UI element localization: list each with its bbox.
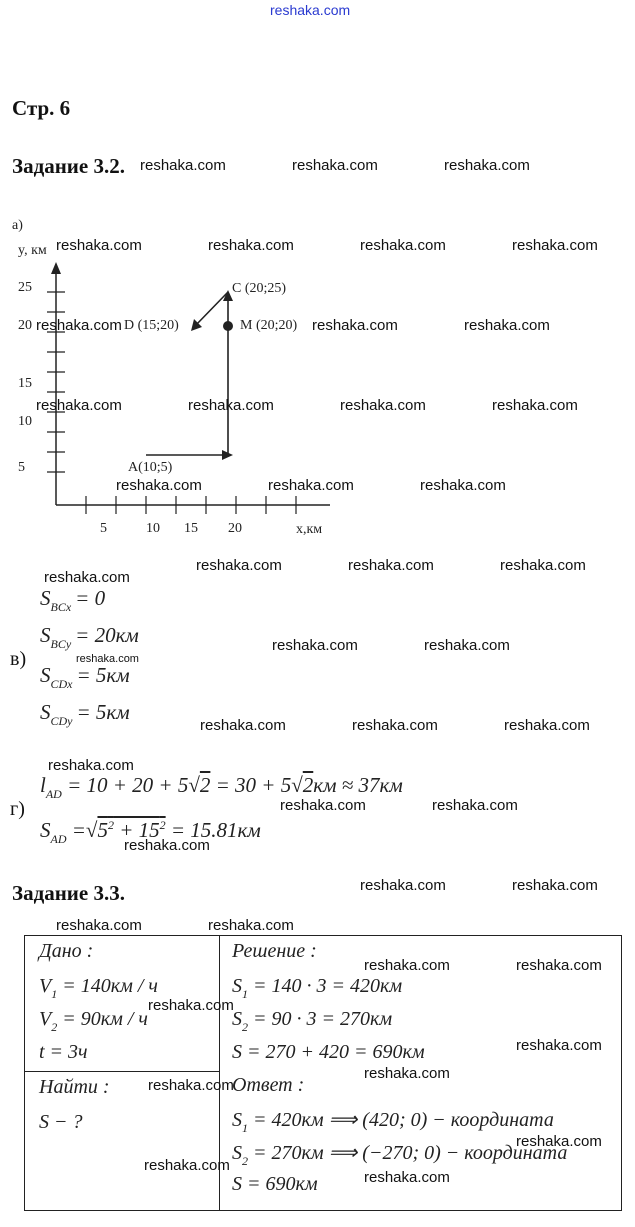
watermark: reshaka.com bbox=[424, 637, 510, 654]
given-t: t = 3ч bbox=[39, 1041, 88, 1063]
y-tick-label-25: 25 bbox=[18, 280, 32, 295]
given-v2: $V_2 = 90км / ч$ bbox=[39, 1008, 148, 1034]
watermark: reshaka.com bbox=[116, 477, 202, 494]
watermark: reshaka.com bbox=[312, 317, 398, 334]
answer-s2: $S_2 = 270км$ ⟹ (−270; 0) − координата bbox=[232, 1142, 568, 1168]
site-watermark-top[interactable]: reshaka.com bbox=[270, 2, 351, 18]
watermark: reshaka.com bbox=[196, 557, 282, 574]
solution-s1: $S_1 = 140 \cdot 3 = 420км$ bbox=[232, 975, 403, 1001]
segment-cd bbox=[195, 292, 228, 326]
x-tick-label-5: 5 bbox=[100, 521, 107, 536]
point-m-label: M (20;20) bbox=[240, 318, 298, 333]
watermark: reshaka.com bbox=[48, 757, 134, 774]
answer-label: Ответ : bbox=[232, 1074, 305, 1096]
solution-s2: $S_2 = 90 \cdot 3 = 270км$ bbox=[232, 1008, 393, 1034]
x-tick-label-20: 20 bbox=[228, 521, 242, 536]
formula-l-ad: $l_{AD} = 10 + 20 + 5√2 = 30 + 5√2км \approx 37км$ bbox=[40, 773, 403, 801]
part-g-label: г) bbox=[10, 798, 25, 820]
watermark: reshaka.com bbox=[444, 157, 530, 174]
watermark: reshaka.com bbox=[500, 557, 586, 574]
watermark: reshaka.com bbox=[360, 237, 446, 254]
y-tick-label-20: 20 bbox=[18, 318, 32, 333]
find-value: S − ? bbox=[39, 1111, 83, 1133]
given-label: Дано : bbox=[39, 940, 94, 962]
formula-s-ad: $S_{AD} =√5^2 + 15^2 = 15.81км$ bbox=[40, 818, 261, 846]
watermark-small: reshaka.com bbox=[76, 653, 139, 665]
x-axis-label: x,км bbox=[296, 522, 323, 537]
watermark: reshaka.com bbox=[464, 317, 550, 334]
point-c-label: C (20;25) bbox=[232, 281, 287, 296]
task-3-2-title: Задание 3.2. bbox=[12, 154, 125, 178]
watermark: reshaka.com bbox=[36, 397, 122, 414]
watermark: reshaka.com bbox=[364, 1169, 450, 1186]
watermark: reshaka.com bbox=[420, 477, 506, 494]
watermark: reshaka.com bbox=[292, 157, 378, 174]
formula-s-cdx: $S_{CDx} = 5км$ bbox=[40, 663, 130, 691]
y-axis-arrow bbox=[51, 262, 61, 274]
watermark: reshaka.com bbox=[364, 957, 450, 974]
watermark: reshaka.com bbox=[352, 717, 438, 734]
x-tick-label-15: 15 bbox=[184, 521, 198, 536]
x-tick-label-10: 10 bbox=[146, 521, 160, 536]
formula-s-bcy: $S_{BCy} = 20км$ bbox=[40, 623, 139, 651]
formula-s-bcx: $S_{BCx} = 0$ bbox=[40, 586, 106, 614]
answer-s: S = 690км bbox=[232, 1173, 318, 1195]
watermark: reshaka.com bbox=[340, 397, 426, 414]
watermark: reshaka.com bbox=[348, 557, 434, 574]
solution-s: S = 270 + 420 = 690км bbox=[232, 1041, 425, 1063]
watermark: reshaka.com bbox=[56, 917, 142, 934]
watermark: reshaka.com bbox=[44, 569, 130, 586]
watermark: reshaka.com bbox=[512, 877, 598, 894]
given-v1: $V_1 = 140км / ч$ bbox=[39, 975, 158, 1001]
solution-table bbox=[24, 935, 622, 1211]
watermark: reshaka.com bbox=[36, 317, 122, 334]
task-3-3-title: Задание 3.3. bbox=[12, 881, 125, 905]
watermark: reshaka.com bbox=[280, 797, 366, 814]
solution-label: Решение : bbox=[232, 940, 317, 962]
watermark: reshaka.com bbox=[56, 237, 142, 254]
watermark: reshaka.com bbox=[432, 797, 518, 814]
watermark: reshaka.com bbox=[148, 1077, 234, 1094]
watermark: reshaka.com bbox=[140, 157, 226, 174]
watermark: reshaka.com bbox=[148, 997, 234, 1014]
watermark: reshaka.com bbox=[208, 917, 294, 934]
watermark: reshaka.com bbox=[364, 1065, 450, 1082]
watermark: reshaka.com bbox=[124, 837, 210, 854]
page-title: Стр. 6 bbox=[12, 96, 71, 120]
point-d-label: D (15;20) bbox=[124, 318, 179, 333]
watermark: reshaka.com bbox=[360, 877, 446, 894]
watermark: reshaka.com bbox=[516, 957, 602, 974]
formula-s-cdy: $S_{CDy} = 5км$ bbox=[40, 700, 130, 728]
y-axis-label: y, км bbox=[18, 243, 47, 258]
point-a-label: A(10;5) bbox=[128, 460, 173, 475]
find-label: Найти : bbox=[39, 1076, 110, 1098]
y-tick-label-5: 5 bbox=[18, 460, 25, 475]
watermark: reshaka.com bbox=[516, 1037, 602, 1054]
watermark: reshaka.com bbox=[268, 477, 354, 494]
part-v-label: в) bbox=[10, 648, 27, 670]
watermark: reshaka.com bbox=[200, 717, 286, 734]
answer-s1: $S_1 = 420км$ ⟹ (420; 0) − координата bbox=[232, 1109, 554, 1135]
watermark: reshaka.com bbox=[272, 637, 358, 654]
watermark: reshaka.com bbox=[504, 717, 590, 734]
watermark: reshaka.com bbox=[188, 397, 274, 414]
point-m-dot bbox=[223, 321, 233, 331]
watermark: reshaka.com bbox=[208, 237, 294, 254]
watermark: reshaka.com bbox=[144, 1157, 230, 1174]
watermark: reshaka.com bbox=[512, 237, 598, 254]
watermark: reshaka.com bbox=[516, 1133, 602, 1150]
watermark: reshaka.com bbox=[492, 397, 578, 414]
y-tick-label-15: 15 bbox=[18, 376, 32, 391]
y-tick-label-10: 10 bbox=[18, 414, 32, 429]
part-a-label: а) bbox=[12, 218, 23, 233]
